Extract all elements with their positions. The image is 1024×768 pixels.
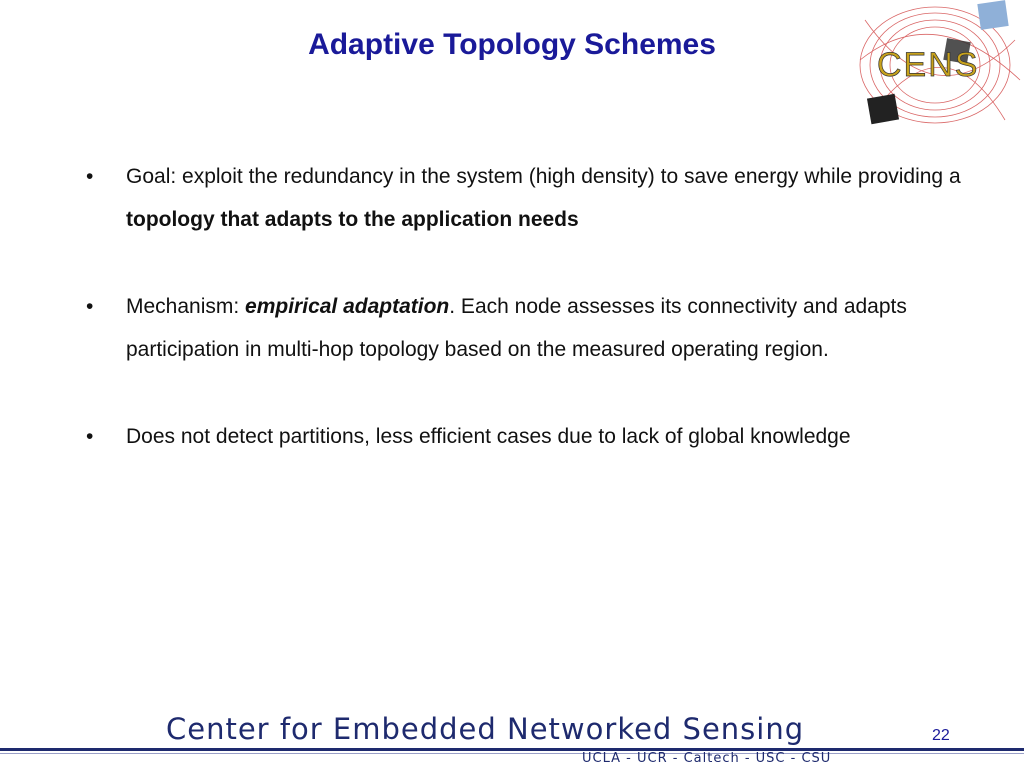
bullet-list <box>86 155 966 502</box>
bullet-text: Mechanism: empirical adaptation. Each node assesses its connectivity and adapts participation in multi-hop topology based on the measured operating region. <box>126 295 907 361</box>
footer-divider <box>0 748 1024 751</box>
bullet-item <box>86 415 966 458</box>
bullet-marker: • <box>86 165 94 188</box>
cens-logo <box>855 0 1024 130</box>
footer-subtitle: UCLA - UCR - Caltech - USC - CSU <box>582 751 832 766</box>
slide-title: Adaptive Topology Schemes <box>308 28 716 61</box>
bullet-item <box>86 155 966 241</box>
bullet-text: Goal: exploit the redundancy in the system (high density) to save energy while providing a topology that adapts to the application needs <box>126 165 961 231</box>
footer-divider-thin <box>0 753 1024 754</box>
logo-text: CENS <box>877 46 980 84</box>
bullet-item <box>86 285 966 371</box>
bullet-marker: • <box>86 295 94 318</box>
bullet-text: Does not detect partitions, less efficient cases due to lack of global knowledge <box>126 425 851 448</box>
page-number: 22 <box>932 727 950 744</box>
footer-title: Center for Embedded Networked Sensing <box>166 712 805 746</box>
bullet-marker: • <box>86 425 94 448</box>
